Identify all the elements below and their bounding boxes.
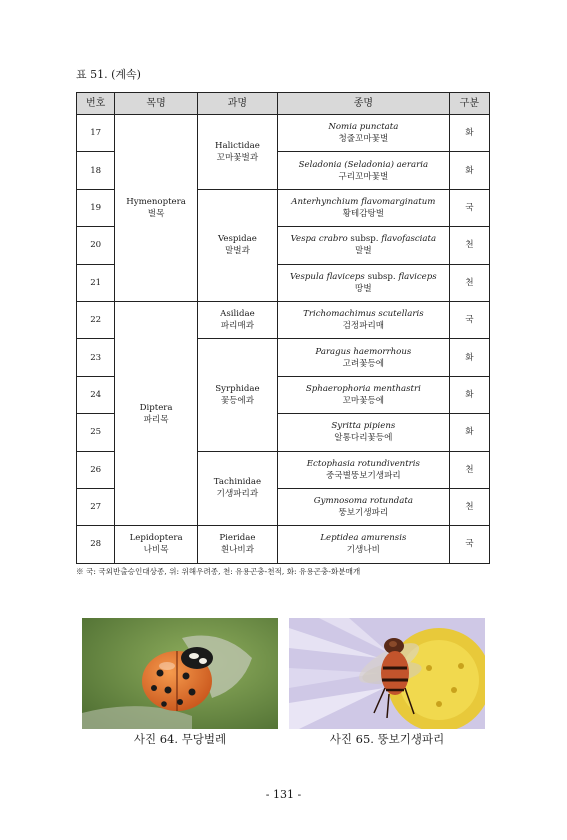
row-number: 21 xyxy=(77,264,115,301)
species-sci: Vespula flaviceps subsp. flaviceps xyxy=(290,271,437,282)
order-kor: 파리목 xyxy=(143,414,169,425)
category-cell: 화 xyxy=(449,414,489,451)
order-kor: 나비목 xyxy=(143,545,169,556)
species-sci: Gymnosoma rotundata xyxy=(313,496,413,507)
species-sci: Seladonia (Seladonia) aeraria xyxy=(298,159,429,170)
page-number: - 131 - xyxy=(265,788,302,801)
family-sci: Pieridae xyxy=(219,533,256,544)
row-number: 22 xyxy=(77,301,115,338)
species-cell xyxy=(278,115,450,152)
species-cell xyxy=(278,264,450,301)
family-kor: 흰나비과 xyxy=(220,545,255,556)
family-cell xyxy=(197,451,277,526)
order-sci: Lepidoptera xyxy=(129,533,183,544)
species-sci: Sphaerophoria menthastri xyxy=(305,383,421,394)
species-kor: 고려꽃등에 xyxy=(342,358,385,369)
order-sci: Hymenoptera xyxy=(126,196,186,207)
category-cell: 화 xyxy=(449,115,489,152)
table-caption: 표 51. (계속) xyxy=(76,68,141,81)
family-cell xyxy=(197,301,277,338)
fly-on-flower-photo-icon xyxy=(289,618,485,729)
header-order: 목명 xyxy=(115,93,197,115)
species-kor: 말벌 xyxy=(355,246,372,257)
order-sci: Diptera xyxy=(139,402,173,413)
header-no: 번호 xyxy=(77,93,115,115)
family-kor: 꽃등에과 xyxy=(220,395,255,406)
category-cell: 화 xyxy=(449,152,489,189)
species-sci: Syritta pipiens xyxy=(331,421,396,432)
species-kor: 기생나비 xyxy=(346,545,380,556)
family-cell xyxy=(197,115,277,190)
species-table xyxy=(76,92,490,564)
category-cell: 국 xyxy=(449,189,489,226)
family-cell xyxy=(197,339,277,451)
species-cell xyxy=(278,189,450,226)
row-number: 20 xyxy=(77,227,115,264)
order-cell xyxy=(115,115,197,302)
species-sci: Ectophasia rotundiventris xyxy=(306,458,420,469)
fly-on-flower-photo xyxy=(289,618,485,729)
family-sci: Vespidae xyxy=(217,234,257,245)
species-sci: Anterhynchium flavomarginatum xyxy=(291,196,436,207)
family-cell xyxy=(197,189,277,301)
species-kor: 뚱보기생파리 xyxy=(338,508,389,519)
row-number: 19 xyxy=(77,189,115,226)
table-footnote: ※ 국: 국외반출승인대상종, 위: 위해우려종, 천: 유용곤충-천적, 화: 유용곤충-화분매개 xyxy=(76,567,361,576)
species-sci: Vespa crabro subsp. flavofasciata xyxy=(290,234,437,245)
species-cell xyxy=(278,376,450,413)
family-sci: Tachinidae xyxy=(213,477,262,488)
order-kor: 벌목 xyxy=(147,208,165,219)
species-cell xyxy=(278,339,450,376)
species-kor: 알통다리꽃등에 xyxy=(334,433,393,444)
table-row xyxy=(77,301,490,338)
header-family: 과명 xyxy=(197,93,277,115)
row-number: 24 xyxy=(77,376,115,413)
family-kor: 파리매과 xyxy=(220,321,255,332)
species-cell xyxy=(278,301,450,338)
family-sci: Asilidae xyxy=(220,309,255,320)
ladybird-photo-icon xyxy=(82,618,278,729)
species-kor: 구리꼬마꽃벌 xyxy=(338,171,389,182)
species-cell xyxy=(278,451,450,488)
species-cell xyxy=(278,227,450,264)
header-category: 구분 xyxy=(449,93,489,115)
category-cell: 천 xyxy=(449,488,489,525)
species-cell xyxy=(278,152,450,189)
header-species: 종명 xyxy=(278,93,450,115)
species-cell xyxy=(278,488,450,525)
category-cell: 국 xyxy=(449,526,489,563)
species-kor: 황테감탕벌 xyxy=(342,208,385,219)
row-number: 27 xyxy=(77,488,115,525)
family-kor: 기생파리과 xyxy=(216,489,259,500)
family-sci: Syrphidae xyxy=(215,383,260,394)
category-cell: 천 xyxy=(449,264,489,301)
species-kor: 중국별뚱보기생파리 xyxy=(326,470,401,481)
species-kor: 검정파리매 xyxy=(342,321,385,332)
row-number: 25 xyxy=(77,414,115,451)
family-kor: 꼬마꽃벌과 xyxy=(216,152,259,163)
species-cell xyxy=(278,526,450,563)
row-number: 28 xyxy=(77,526,115,563)
photo-caption: 사진 64. 무당벌레 xyxy=(133,732,227,746)
species-sci: Trichomachimus scutellaris xyxy=(303,309,424,320)
order-cell xyxy=(115,301,197,525)
species-cell xyxy=(278,414,450,451)
row-number: 23 xyxy=(77,339,115,376)
species-sci: Nomia punctata xyxy=(328,122,399,133)
row-number: 26 xyxy=(77,451,115,488)
species-kor: 청줄꼬마꽃벌 xyxy=(338,134,389,145)
table-row xyxy=(77,115,490,152)
table-header-row xyxy=(77,93,490,115)
category-cell: 화 xyxy=(449,376,489,413)
species-sci: Leptidea amurensis xyxy=(320,533,407,544)
category-cell: 국 xyxy=(449,301,489,338)
table-row xyxy=(77,526,490,563)
row-number: 17 xyxy=(77,115,115,152)
category-cell: 화 xyxy=(449,339,489,376)
order-cell xyxy=(115,526,197,563)
family-sci: Halictidae xyxy=(215,140,260,151)
family-kor: 말벌과 xyxy=(224,246,250,257)
family-cell xyxy=(197,526,277,563)
category-cell: 천 xyxy=(449,227,489,264)
species-kor: 꼬마꽃등에 xyxy=(342,395,385,406)
ladybird-photo xyxy=(82,618,278,729)
row-number: 18 xyxy=(77,152,115,189)
category-cell: 천 xyxy=(449,451,489,488)
species-sci: Paragus haemorrhous xyxy=(315,346,412,357)
photo-caption: 사진 65. 뚱보기생파리 xyxy=(329,732,445,746)
species-kor: 땅벌 xyxy=(355,283,372,294)
